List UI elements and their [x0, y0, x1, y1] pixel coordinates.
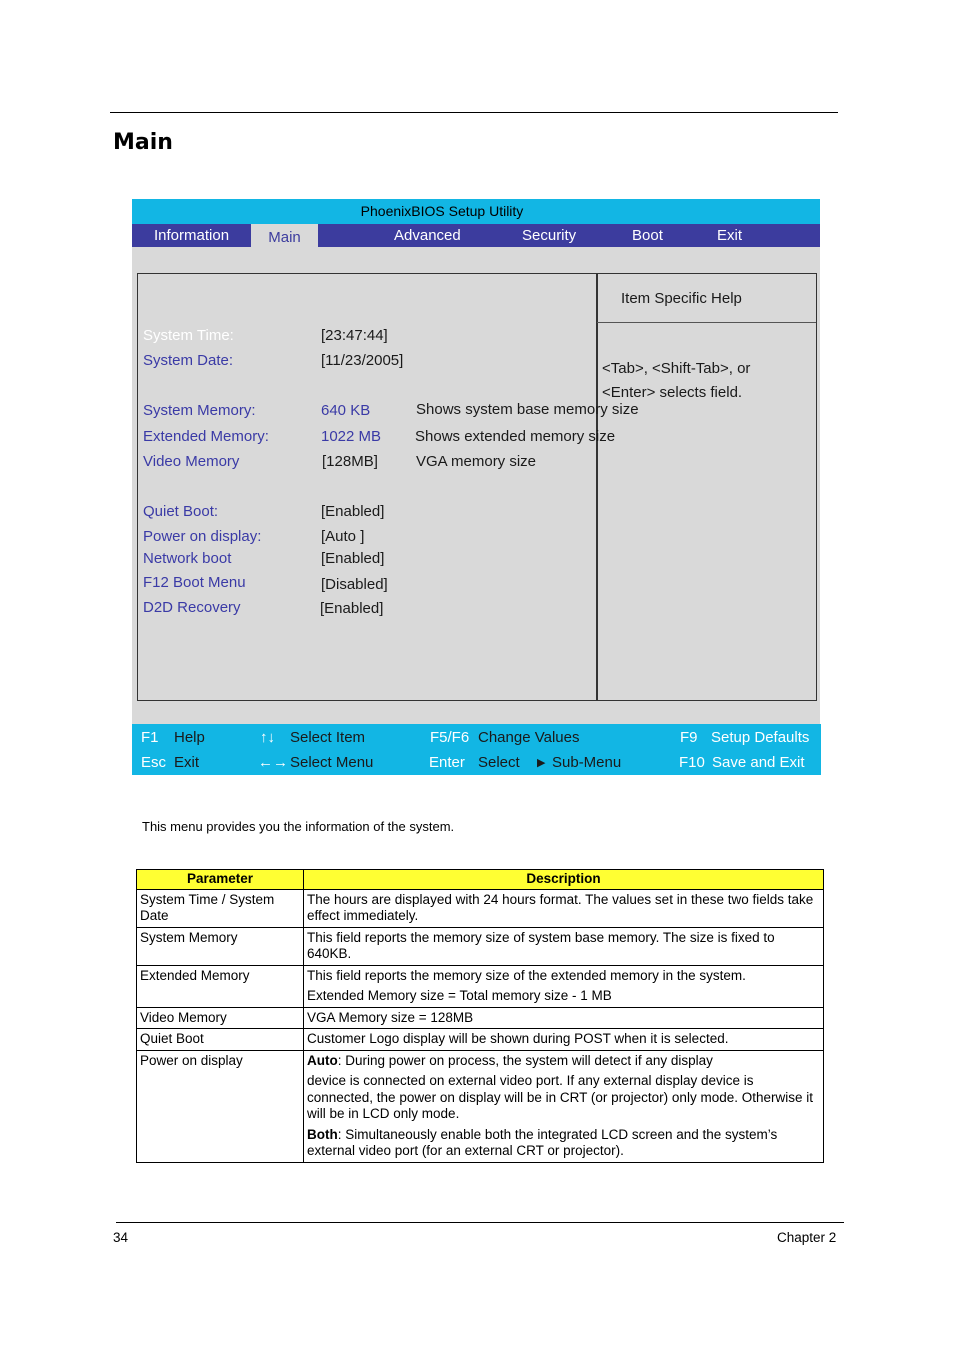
- menu-item-main[interactable]: Main: [251, 224, 318, 250]
- desc-para: This field reports the memory size of the extended memory in the system.: [307, 967, 746, 983]
- setup-defaults-desc: Setup Defaults: [711, 729, 810, 746]
- menu-item-information[interactable]: Information: [154, 227, 230, 244]
- help-title: Item Specific Help: [621, 290, 742, 307]
- select-item-desc: Select Item: [290, 729, 366, 746]
- page-number: 34: [113, 1230, 129, 1245]
- intro-text: This menu provides you the information of the system.: [142, 819, 455, 834]
- f12-boot-menu-label: F12 Boot Menu: [143, 574, 246, 591]
- param-cell: Video Memory: [137, 1007, 304, 1029]
- extended-memory-label: Extended Memory:: [143, 428, 269, 445]
- left-right-arrows-icon: ←→: [258, 754, 288, 771]
- system-date-value[interactable]: [11/23/2005]: [321, 352, 404, 369]
- change-values-desc: Change Values: [478, 729, 580, 746]
- esc-key: Esc: [141, 754, 167, 771]
- video-memory-desc: VGA memory size: [416, 453, 537, 470]
- desc-cell: This field reports the memory size of system base memory. The size is fixed to 640KB.: [304, 927, 824, 965]
- f5f6-key: F5/F6: [430, 729, 470, 746]
- system-memory-value: 640 KB: [321, 402, 371, 419]
- extended-memory-desc: Shows extended memory size: [415, 428, 616, 445]
- header-parameter: Parameter: [137, 870, 304, 890]
- both-para: [307, 1127, 820, 1160]
- parameter-table: [136, 869, 824, 1163]
- f1-desc: Help: [174, 729, 205, 746]
- quiet-boot-value[interactable]: [Enabled]: [321, 503, 385, 520]
- table-row: [137, 1029, 824, 1051]
- extended-memory-value: 1022 MB: [321, 428, 382, 445]
- param-cell: Extended Memory: [137, 965, 304, 1007]
- table-row: [137, 1007, 824, 1029]
- d2d-recovery-value[interactable]: [Enabled]: [320, 600, 384, 617]
- desc-para: Extended Memory size = Total memory size - 1 MB: [307, 988, 612, 1003]
- quiet-boot-label: Quiet Boot:: [143, 503, 219, 520]
- power-on-display-value[interactable]: [Auto ]: [321, 528, 365, 545]
- param-cell: Quiet Boot: [137, 1029, 304, 1051]
- auto-label: Auto: [307, 1052, 338, 1068]
- auto-text: : During power on process, the system will detect if any display: [337, 1052, 713, 1068]
- param-cell: Power on display: [137, 1050, 304, 1162]
- table-row: [137, 1050, 824, 1162]
- submenu-desc: Sub-Menu: [552, 754, 622, 771]
- bottom-rule: [116, 1222, 844, 1223]
- param-cell: System Memory: [137, 927, 304, 965]
- page-title: Main: [113, 130, 173, 155]
- system-time-label: System Time:: [143, 327, 234, 344]
- both-text: : Simultaneously enable both the integrated LCD screen and the system’s external video port (for an external CRT or projector).: [307, 1126, 778, 1158]
- desc-cell: [304, 1050, 824, 1162]
- power-on-display-label: Power on display:: [143, 528, 262, 545]
- video-memory-value: [128MB]: [322, 453, 378, 470]
- system-memory-desc: Shows system base memory size: [416, 401, 639, 418]
- auto-para: [307, 1053, 820, 1070]
- desc-cell: Customer Logo display will be shown during POST when it is selected.: [304, 1029, 824, 1051]
- header-description: Description: [304, 870, 824, 890]
- submenu-arrow-icon: ▶: [537, 757, 546, 769]
- menu-item-exit[interactable]: Exit: [717, 227, 743, 244]
- f1-key: F1: [141, 729, 159, 746]
- video-memory-label: Video Memory: [143, 453, 240, 470]
- f12-boot-menu-value[interactable]: [Disabled]: [321, 576, 388, 593]
- table-row: [137, 965, 824, 1007]
- menu-item-security[interactable]: Security: [522, 227, 577, 244]
- auto-para-2: device is connected on external video port. If any external display device is connected, the power on display will be in CRT (or projector) only mode. Otherwise it will be in LCD only mode.: [307, 1073, 813, 1121]
- both-label: Both: [307, 1126, 338, 1142]
- menu-item-advanced[interactable]: Advanced: [394, 227, 461, 244]
- table-header-row: [137, 870, 824, 890]
- save-exit-desc: Save and Exit: [712, 754, 805, 771]
- system-date-label: System Date:: [143, 352, 234, 369]
- network-boot-label: Network boot: [143, 550, 232, 567]
- help-text-2: <Enter> selects field.: [602, 384, 743, 401]
- desc-cell: VGA Memory size = 128MB: [304, 1007, 824, 1029]
- param-cell: System Time / System Date: [137, 889, 304, 927]
- f9-key: F9: [680, 729, 698, 746]
- help-text-1: <Tab>, <Shift-Tab>, or: [602, 360, 751, 377]
- table-row: [137, 889, 824, 927]
- table-row: [137, 927, 824, 965]
- menu-item-boot[interactable]: Boot: [632, 227, 663, 244]
- f10-key: F10: [679, 754, 705, 771]
- system-memory-label: System Memory:: [143, 402, 256, 419]
- select-menu-desc: Select Menu: [290, 754, 374, 771]
- bios-title: PhoenixBIOS Setup Utility: [360, 203, 524, 219]
- top-rule: [110, 112, 838, 113]
- select-desc: Select: [478, 754, 520, 771]
- d2d-recovery-label: D2D Recovery: [143, 599, 241, 616]
- up-down-arrows-icon: ↑↓: [260, 729, 275, 746]
- help-divider: [597, 322, 816, 323]
- desc-cell: [304, 965, 824, 1007]
- chapter-label: Chapter 2: [777, 1230, 837, 1245]
- esc-desc: Exit: [174, 754, 200, 771]
- desc-cell: The hours are displayed with 24 hours format. The values set in these two fields take effect immediately.: [304, 889, 824, 927]
- help-panel: [596, 273, 817, 701]
- enter-key: Enter: [429, 754, 465, 771]
- system-time-value[interactable]: [23:47:44]: [321, 327, 388, 344]
- network-boot-value[interactable]: [Enabled]: [321, 550, 385, 567]
